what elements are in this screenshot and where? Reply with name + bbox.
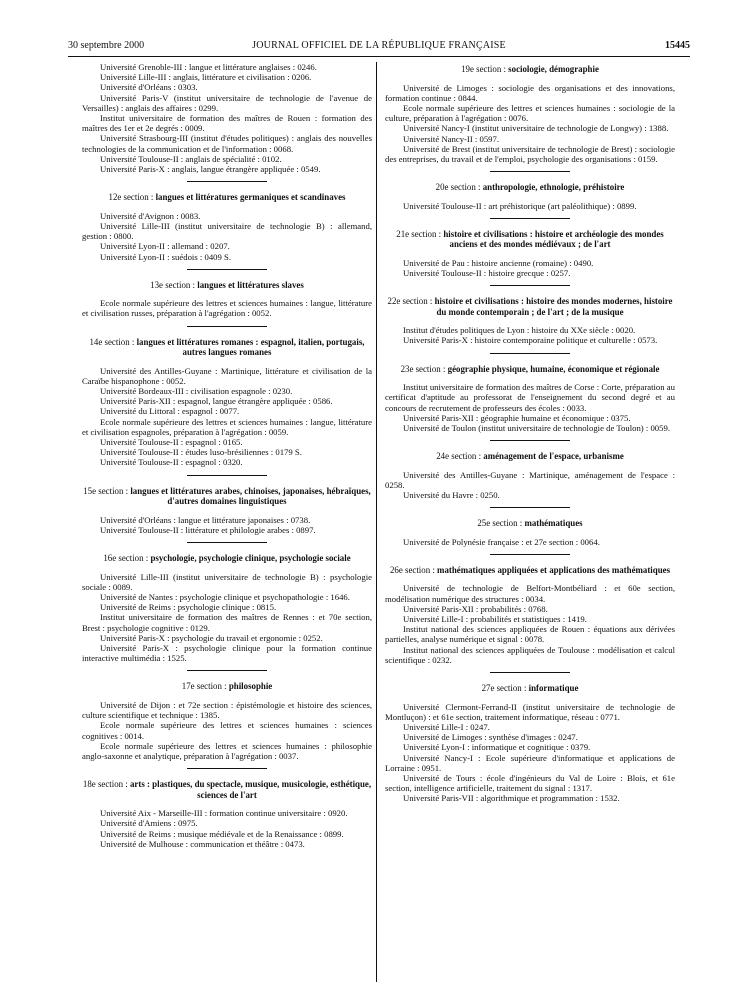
- list-item: Université Bordeaux-III : civilisation espagnole : 0230.: [100, 386, 293, 397]
- section-heading: [82, 192, 372, 203]
- section-separator: [187, 269, 267, 270]
- list-item: Institut national des sciences appliquées de Rouen : équations aux dérivées partielles, analyse numérique et signal : 0078.: [385, 624, 675, 645]
- list-item: Université de Brest (institut universitaire de technologie de Brest) : sociologie des entreprises, du travail et de l'emploi, psychologie des organisations : 0159.: [385, 143, 675, 164]
- header-date: 30 septembre 2000: [68, 40, 145, 51]
- section-separator: [490, 171, 570, 172]
- list-item: Université Lille-III : anglais, littérature et civilisation : 0206.: [100, 72, 312, 83]
- list-item: Université Lille-I : probabilités et statistiques : 1419.: [403, 614, 587, 625]
- section-heading: [385, 683, 675, 694]
- section-number: 27e section :: [481, 683, 529, 694]
- section-number: 26e section :: [389, 564, 438, 575]
- list-item: Université Toulouse-II : anglais de spécialité : 0102.: [100, 153, 282, 164]
- section-separator: [490, 672, 570, 673]
- section-title: mathématiques: [524, 518, 583, 529]
- list-item: Université de Pau : histoire ancienne (romaine) : 0490.: [403, 257, 594, 268]
- section-heading: [82, 280, 372, 291]
- list-item: Ecole normale supérieure des lettres et sciences humaines : langue, littérature et civilisation russes, préparation à l'agrégation : 0052.: [82, 298, 372, 319]
- section-heading: [82, 486, 372, 507]
- list-item: Ecole normale supérieure des lettres et sciences humaines : philosophie anglo-saxonne et analytique, préparation à l'agrégation : 0037.: [82, 740, 372, 761]
- section-title: histoire et civilisations : histoire et archéologie des mondes anciens et des mondes médiévaux ; de l'art: [443, 228, 664, 250]
- list-item: Université Grenoble-III : langue et littérature anglaises : 0246.: [100, 62, 317, 72]
- section-separator: [187, 670, 267, 671]
- right-column: [385, 62, 675, 804]
- list-item: Ecole normale supérieure des lettres et sciences humaines : sociologie de la culture, préparation à l'agrégation : 0076.: [385, 102, 675, 124]
- list-item: Université de Tours : école d'ingénieurs du Val de Loire : Blois, et 61e section, intelligence artificielle, traitement du signal : 1317.: [385, 773, 675, 794]
- section-heading: [385, 182, 675, 193]
- section-separator: [490, 440, 570, 441]
- section-heading: [82, 337, 372, 358]
- list-item: Université d'Orléans : langue et littérature japonaises : 0738.: [100, 514, 311, 525]
- list-item: Université Nancy-II : 0597.: [403, 133, 500, 144]
- list-item: Université de Polynésie française : et 27e section : 0064.: [403, 536, 600, 547]
- list-item: Université Toulouse-II : espagnol : 0320.: [100, 457, 243, 468]
- header-title: JOURNAL OFFICIEL DE LA RÉPUBLIQUE FRANÇAISE: [252, 40, 506, 51]
- list-item: Institut universitaire de formation des maîtres de Rennes : et 70e section, Brest : psychologie cognitive : 0129.: [82, 612, 372, 633]
- list-item: Université de technologie de Belfort-Montbéliard : et 60e section, modélisation numérique des structures : 0034.: [385, 583, 675, 604]
- section-number: 15e section :: [83, 485, 131, 496]
- section-number: 23e section :: [400, 363, 448, 374]
- section-heading: [385, 565, 675, 576]
- section-number: 17e section :: [181, 681, 229, 692]
- section-number: 25e section :: [477, 518, 525, 529]
- section-heading: [385, 364, 675, 375]
- section-number: 20e section :: [435, 182, 483, 193]
- list-item: Ecole normale supérieure des lettres et sciences humaines : sciences cognitives : 0014.: [82, 720, 372, 741]
- section-heading: [82, 779, 372, 800]
- list-item: Université de Limoges : synthèse d'images : 0247.: [403, 732, 578, 743]
- section-title: langues et littératures arabes, chinoises, japonaises, hébraïques, d'autres domaines linguistiques: [130, 485, 371, 507]
- section-title: langues et littératures romanes : espagnol, italien, portugais, autres langues romanes: [136, 336, 365, 358]
- section-separator: [490, 285, 570, 286]
- list-item: Université d'Orléans : 0303.: [100, 82, 198, 93]
- section-heading: [385, 64, 675, 75]
- list-item: Institut national des sciences appliquées de Toulouse : modélisation et calcul scientifique : 0232.: [385, 644, 675, 665]
- list-item: Université Paris-X : psychologie du travail et ergonomie : 0252.: [100, 632, 323, 643]
- list-item: Université Aix - Marseille-III : formation continue universitaire : 0920.: [100, 808, 348, 819]
- list-item: Université Lyon-II : suédois : 0409 S.: [100, 251, 232, 262]
- list-item: Institut d'études politiques de Lyon : histoire du XXe siècle : 0020.: [403, 325, 636, 336]
- column-divider: [376, 62, 377, 982]
- section-separator: [187, 768, 267, 769]
- section-title: arts : plastiques, du spectacle, musique, musicologie, esthétique, sciences de l'art: [129, 779, 372, 800]
- section-heading: [385, 518, 675, 529]
- section-number: 16e section :: [103, 553, 151, 564]
- list-item: Université de Dijon : et 72e section : épistémologie et histoire des sciences, culture scientifique et technique : 1385.: [82, 699, 372, 721]
- section-heading: [385, 229, 675, 250]
- list-item: Université Lille-III (institut universitaire de technologie B) : psychologie sociale : 0089.: [82, 571, 372, 592]
- list-item: Université de Reims : psychologie clinique : 0815.: [100, 602, 277, 613]
- list-item: Université Paris-V (institut universitaire de technologie de l'avenue de Versailles) : anglais des affaires : 0299.: [82, 92, 372, 113]
- list-item: Université du Havre : 0250.: [403, 490, 500, 501]
- section-title: langues et littératures germaniques et scandinaves: [155, 192, 346, 203]
- section-separator: [187, 542, 267, 543]
- list-item: Université de Mulhouse : communication et théâtre : 0473.: [100, 838, 305, 849]
- section-heading: [385, 296, 675, 317]
- section-title: géographie physique, humaine, économique et régionale: [447, 363, 660, 374]
- list-item: Université de Reims : musique médiévale et de la Renaissance : 0899.: [100, 828, 344, 839]
- list-item: Université Paris-X : anglais, langue étrangère appliquée : 0549.: [100, 164, 321, 175]
- section-title: philosophie: [228, 681, 273, 692]
- list-item: Université d'Amiens : 0975.: [100, 818, 198, 829]
- list-item: Université Paris-XII : probabilités : 0768.: [403, 603, 548, 614]
- section-title: mathématiques appliquées et applications des mathématiques: [437, 564, 671, 575]
- list-item: Ecole normale supérieure des lettres et sciences humaines : langue, littérature et civilisation espagnoles, préparation à l'agrégation : 0059.: [82, 416, 372, 437]
- left-column: [82, 62, 372, 849]
- list-item: Université de Nantes : psychologie clinique et psychopathologie : 1646.: [100, 592, 350, 602]
- list-item: Institut universitaire de formation des maîtres de Corse : Corte, préparation au certificat d'aptitude au professorat de l'enseignement du second degré et au concours de recrutement de professeurs des écoles : 0033.: [385, 382, 675, 413]
- section-separator: [490, 507, 570, 508]
- section-number: 18e section :: [82, 779, 130, 790]
- list-item: Université Paris-X : histoire contemporaine politique et culturelle : 0573.: [403, 335, 658, 346]
- section-title: psychologie, psychologie clinique, psychologie sociale: [150, 553, 351, 564]
- section-separator: [490, 218, 570, 219]
- list-item: Université du Littoral : espagnol : 0077.: [100, 406, 240, 417]
- list-item: Université Clermont-Ferrand-II (institut universitaire de technologie de Montluçon) : et 61e section, traitement informatique, réseau : 0771.: [385, 701, 675, 722]
- section-title: histoire et civilisations : histoire des mondes modernes, histoire du monde contemporain ; de l'art ; de la musique: [434, 296, 673, 317]
- list-item: Université Paris-VII : algorithmique et programmation : 1532.: [403, 793, 620, 804]
- section-number: 21e section :: [396, 228, 444, 239]
- list-item: Université Nancy-I : Ecole supérieure d'informatique et applications de Lorraine : 0951.: [385, 752, 675, 773]
- list-item: Université Paris-XII : géographie humaine et économique : 0375.: [403, 412, 631, 423]
- list-item: Université Toulouse-II : littérature et philologie arabes : 0897.: [100, 524, 316, 535]
- list-item: Université Lille-I : 0247.: [403, 722, 490, 732]
- list-item: Université Paris-XII : espagnol, langue étrangère appliquée : 0586.: [100, 396, 333, 407]
- section-title: informatique: [528, 683, 579, 694]
- section-number: 14e section :: [89, 336, 137, 347]
- list-item: Université de Limoges : sociologie des organisations et des innovations, formation continue : 0844.: [385, 82, 675, 103]
- section-separator: [490, 353, 570, 354]
- section-number: 13e section :: [150, 279, 198, 290]
- section-title: sociologie, démographie: [508, 64, 599, 74]
- section-title: aménagement de l'espace, urbanisme: [483, 451, 624, 462]
- section-title: anthropologie, ethnologie, préhistoire: [482, 182, 625, 193]
- section-heading: [82, 553, 372, 564]
- list-item: Université d'Avignon : 0083.: [100, 210, 201, 221]
- section-separator: [490, 554, 570, 555]
- header-page-number: 15445: [665, 40, 690, 51]
- list-item: Institut universitaire de formation des maîtres de Rouen : formation des maîtres des 1er et 2e degrés : 0009.: [82, 113, 372, 134]
- list-item: Université Nancy-I (institut universitaire de technologie de Longwy) : 1388.: [403, 123, 669, 134]
- list-item: Université Strasbourg-III (institut d'études politiques) : anglais des nouvelles technologies de la communication et de l'information : 0068.: [82, 133, 372, 154]
- section-title: langues et littératures slaves: [197, 279, 304, 290]
- list-item: Université Toulouse-II : espagnol : 0165.: [100, 437, 243, 448]
- page-header: [68, 40, 690, 54]
- section-separator: [187, 181, 267, 182]
- list-item: Université Paris-X : psychologie clinique pour la formation continue interactive multimédia : 1525.: [82, 643, 372, 664]
- list-item: Université des Antilles-Guyane : Martinique, littérature et civilisation de la Caraïbe hispanophone : 0052.: [82, 365, 372, 386]
- list-item: Université Toulouse-II : histoire grecque : 0257.: [403, 268, 571, 279]
- list-item: Université des Antilles-Guyane : Martinique, aménagement de l'espace : 0258.: [385, 469, 675, 490]
- list-item: Université Lyon-II : allemand : 0207.: [100, 241, 230, 252]
- section-number: 19e section :: [461, 64, 509, 74]
- list-item: Université de Toulon (institut universitaire de technologie de Toulon) : 0059.: [403, 422, 670, 433]
- section-separator: [187, 475, 267, 476]
- list-item: Université Lille-III (institut universitaire de technologie B) : allemand, gestion : 0800.: [82, 220, 372, 242]
- list-item: Université Toulouse-II : art préhistorique (art paléolithique) : 0899.: [403, 200, 637, 211]
- section-number: 24e section :: [436, 451, 484, 462]
- section-separator: [187, 326, 267, 327]
- header-rule: [68, 56, 690, 57]
- section-number: 22e section :: [387, 296, 435, 307]
- section-heading: [82, 681, 372, 692]
- section-number: 12e section :: [108, 192, 156, 203]
- list-item: Université Toulouse-II : études luso-brésiliennes : 0179 S.: [100, 447, 302, 458]
- section-heading: [385, 451, 675, 462]
- list-item: Université Lyon-I : informatique et cognitique : 0379.: [403, 742, 591, 753]
